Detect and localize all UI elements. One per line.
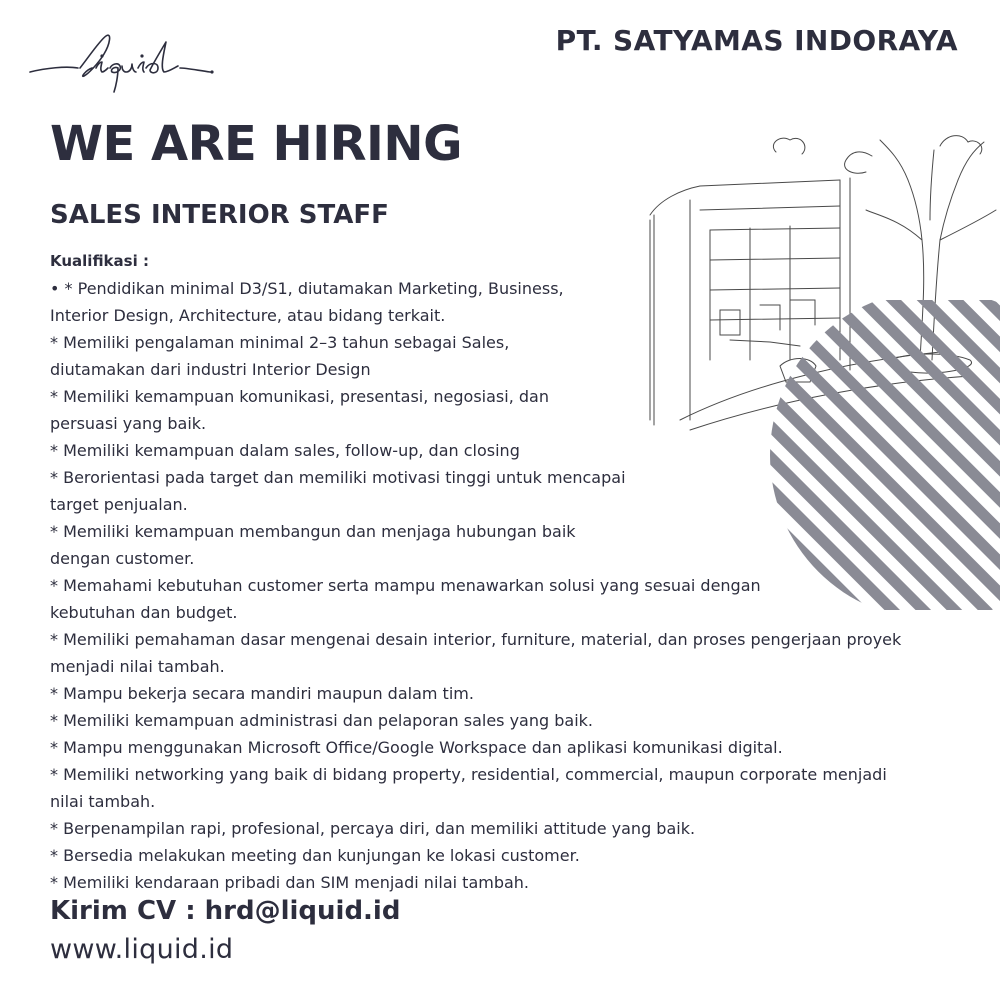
qualifications-heading: Kualifikasi :: [50, 252, 149, 270]
hiring-headline: WE ARE HIRING: [50, 116, 462, 172]
qualification-item: * Memiliki kemampuan administrasi dan pelaporan sales yang baik.: [50, 711, 593, 730]
qualifications-section: [50, 248, 980, 896]
qualification-item: * Memiliki kendaraan pribadi dan SIM menjadi nilai tambah.: [50, 873, 530, 892]
qualification-item: * Memiliki kemampuan dalam sales, follow-up, dan closing: [50, 441, 520, 460]
liquid-logo: [26, 28, 216, 98]
position-title: SALES INTERIOR STAFF: [50, 200, 389, 230]
qualification-item: * Memiliki networking yang baik di bidang property, residential, commercial, maupun corporate menjadi nilai tambah.: [50, 765, 887, 811]
qualification-item: * Memiliki kemampuan membangun dan menjaga hubungan baik dengan customer.: [50, 522, 576, 568]
qualification-item: * Mampu bekerja secara mandiri maupun dalam tim.: [50, 684, 474, 703]
qualification-item: * Berpenampilan rapi, profesional, percaya diri, dan memiliki attitude yang baik.: [50, 819, 696, 838]
website-link[interactable]: www.liquid.id: [50, 934, 234, 965]
qualification-item: * Berorientasi pada target dan memiliki motivasi tinggi untuk mencapai target penjualan.: [50, 468, 626, 514]
qualification-item: * Memiliki pengalaman minimal 2–3 tahun sebagai Sales, diutamakan dari industri Interior Design: [50, 333, 510, 379]
qualification-item: * Memiliki kemampuan komunikasi, presentasi, negosiasi, dan persuasi yang baik.: [50, 387, 549, 433]
qualification-item: * Memiliki pemahaman dasar mengenai desain interior, furniture, material, dan proses pengerjaan proyek menjadi nilai tambah.: [50, 630, 902, 676]
qualification-item: * Memahami kebutuhan customer serta mampu menawarkan solusi yang sesuai dengan kebutuhan dan budget.: [50, 576, 761, 622]
send-cv-email[interactable]: Kirim CV : hrd@liquid.id: [50, 896, 401, 926]
qualification-item: * Bersedia melakukan meeting dan kunjungan ke lokasi customer.: [50, 846, 580, 865]
qualification-item: * Mampu menggunakan Microsoft Office/Google Workspace dan aplikasi komunikasi digital.: [50, 738, 783, 757]
company-name: PT. SATYAMAS INDORAYA: [555, 24, 958, 57]
qualification-item: • * Pendidikan minimal D3/S1, diutamakan Marketing, Business, Interior Design, Architecture, atau bidang terkait.: [50, 279, 564, 325]
